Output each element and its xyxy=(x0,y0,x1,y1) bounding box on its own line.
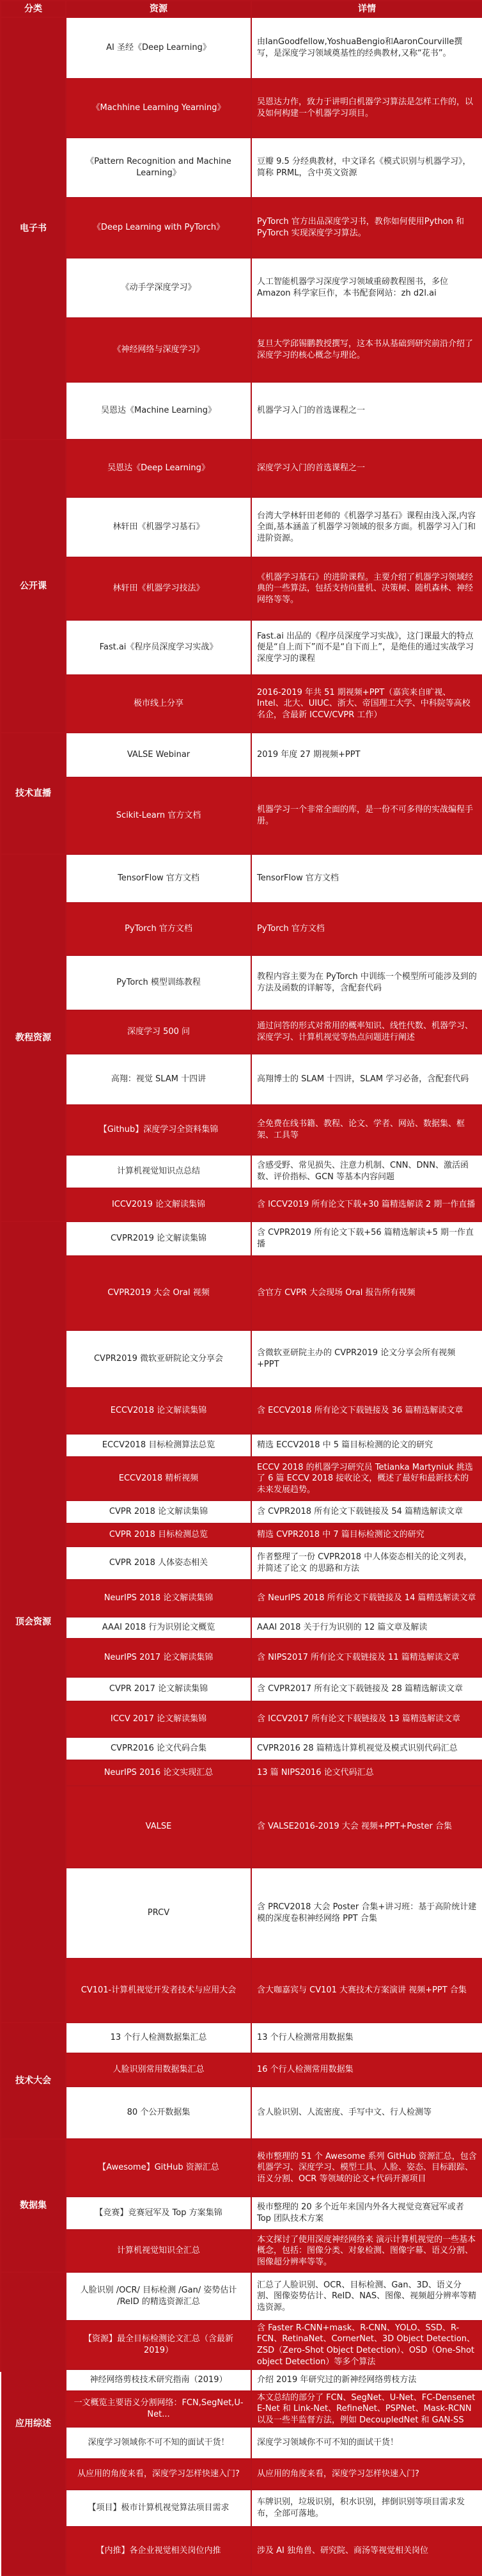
detail-cell: 汇总了人脸识别、OCR、目标检测、Gan、3D、语义分割、图像姿势估计、ReID、NAS、图像、视频超分辨率等精选资源。 xyxy=(252,2273,482,2321)
detail-cell: 含 CVPR2019 所有论文下载+56 篇精选解读+5 期一作直播 xyxy=(252,1222,482,1257)
detail-cell: 涉及 AI 独角兽、研究院、商汤等视觉相关岗位 xyxy=(252,2527,482,2576)
resource-cell[interactable]: 吴恩达《Deep Learning》 xyxy=(66,440,252,498)
detail-cell: 极市整理的 51 个 Awesome 系列 GitHub 资源汇总，包含机器学习、深度学习、模型工具、人脸、姿态、目标跟踪、语义分割、OCR 等领域的论文+代码开源项目 xyxy=(252,2140,482,2197)
resource-cell[interactable]: 计算机视觉知识全汇总 xyxy=(66,2230,252,2273)
detail-cell: TensorFlow 官方文档 xyxy=(252,855,482,903)
resource-cell[interactable]: 林轩田《机器学习技法》 xyxy=(66,558,252,621)
resource-cell[interactable]: 吴恩达《Machine Learning》 xyxy=(66,383,252,440)
resource-cell[interactable]: 《动手学深度学习》 xyxy=(66,258,252,319)
detail-cell: 含 PRCV2018 大会 Poster 合集+讲习班：基于高阶统计建模的深度卷积神经网络 PPT 合集 xyxy=(252,1868,482,1959)
resource-cell[interactable]: AAAI 2018 行为识别论文概览 xyxy=(66,1618,252,1639)
resource-cell[interactable]: 【竞赛】竞赛冠军及 Top 方案集锦 xyxy=(66,2197,252,2230)
resource-cell[interactable]: CVPR 2018 目标检测总览 xyxy=(66,1524,252,1547)
resource-cell[interactable]: 《Pattern Recognition and Machine Learning》 xyxy=(66,138,252,198)
resource-cell[interactable]: 林轩田《机器学习基石》 xyxy=(66,498,252,558)
resource-cell[interactable]: NeurIPS 2016 论文实现汇总 xyxy=(66,1761,252,1786)
detail-cell: 含 NeurIPS 2018 所有论文下载链接及 14 篇精选解读文章 xyxy=(252,1580,482,1618)
detail-cell: 含人脸识别、人流密度、手写中文、行人检测等 xyxy=(252,2087,482,2140)
detail-cell: 含大咖嘉宾与 CV101 大赛技术方案演讲 视频+PPT 合集 xyxy=(252,1959,482,2023)
header-resource: 资源 xyxy=(66,1,252,18)
header-detail: 详情 xyxy=(252,1,482,18)
resource-cell[interactable]: NeurIPS 2017 论文解读集锦 xyxy=(66,1639,252,1678)
detail-cell: 通过问答的形式对常用的概率知识、线性代数、机器学习、深度学习、计算机视觉等热点问题进行阐述 xyxy=(252,1011,482,1054)
detail-cell: 机器学习一个非常全面的库，是一份不可多得的实战编程手册。 xyxy=(252,778,482,855)
detail-cell: 含感受野、常见损失、注意力机制、CNN、DNN、激活函数、评价指标、GCN 等基本内容问题 xyxy=(252,1156,482,1189)
resource-cell[interactable]: 计算机视觉知识点总结 xyxy=(66,1156,252,1189)
detail-cell: 《机器学习基石》的进阶课程。主要介绍了机器学习领域经典的一些算法，包括支持向量机、决策树、随机森林、神经网络等等。 xyxy=(252,558,482,621)
resource-cell[interactable]: CVPR 2018 论文解读集锦 xyxy=(66,1501,252,1524)
detail-cell: 作者整理了一份 CVPR2018 中人体姿态相关的论文列表，并简述了论文 的思路和方法 xyxy=(252,1547,482,1580)
detail-cell: AAAI 2018 关于行为识别的 12 篇文章及解读 xyxy=(252,1618,482,1639)
resource-cell[interactable]: PRCV xyxy=(66,1868,252,1959)
detail-cell: 含 ICCV2019 所有论文下载+30 篇精选解读 2 期一作直播 xyxy=(252,1189,482,1222)
detail-cell: 含 ECCV2018 所有论文下载链接及 36 篇精选解读文章 xyxy=(252,1388,482,1435)
header-category: 分类 xyxy=(1,1,66,18)
resource-cell[interactable]: 《Machhine Learning Yearning》 xyxy=(66,79,252,138)
detail-cell: 精选 CVPR2018 中 7 篇目标检测论文的研究 xyxy=(252,1524,482,1547)
detail-cell: 高翔博士的 SLAM 十四讲，SLAM 学习必备，含配套代码 xyxy=(252,1054,482,1106)
detail-cell: 深度学习领域你不可不知的面试干货！ xyxy=(252,2428,482,2460)
resource-cell[interactable]: Scikit-Learn 官方文档 xyxy=(66,778,252,855)
detail-cell: 含 CVPR2018 所有论文下载链接及 54 篇精选解读文章 xyxy=(252,1501,482,1524)
detail-cell: 含 VALSE2016-2019 大会 视频+PPT+Poster 合集 xyxy=(252,1786,482,1868)
category-cell: 技术大会 xyxy=(1,2023,66,2140)
detail-cell: 本文总结的部分了 FCN、SegNet、U-Net、FC-Densenet E-Net 和 Link-Net、RefineNet、PSPNet、Mask-RCNN 以及一些半监督方法，例如 DecoupledNet 和 GAN-SS xyxy=(252,2392,482,2428)
resource-cell[interactable]: 神经网络剪枝技术研究指南（2019） xyxy=(66,2370,252,2392)
resource-cell[interactable]: VALSE Webinar xyxy=(66,733,252,778)
detail-cell: 教程内容主要为在 PyTorch 中训练一个模型所可能涉及到的方法及函数的详解等，含配套代码 xyxy=(252,956,482,1011)
resource-cell[interactable]: 【项目】极市计算机视觉算法项目需求 xyxy=(66,2490,252,2527)
detail-cell: ECCV 2018 的机器学习研究员 Tetianka Martyniuk 挑选了 6 篇 ECCV 2018 接收论文，概述了最好和最新技术的未来发展趋势。 xyxy=(252,1458,482,1501)
resource-cell[interactable]: 高翔：视觉 SLAM 十四讲 xyxy=(66,1054,252,1106)
detail-cell: 机器学习入门的首选课程之一 xyxy=(252,383,482,440)
detail-cell: 从应用的角度来看，深度学习怎样快速入门? xyxy=(252,2460,482,2490)
detail-cell: 全免费在线书籍、教程、论文、学者、网站、数据集、框架、工具等 xyxy=(252,1106,482,1156)
detail-cell: 精选 ECCV2018 中 5 篇目标检测的论文的研究 xyxy=(252,1435,482,1458)
detail-cell: 极市整理的 20 多个近年来国内外各大视觉竞赛冠军或者 Top 团队技术方案 xyxy=(252,2197,482,2230)
category-cell: 数据集 xyxy=(1,2140,66,2273)
detail-cell: 深度学习入门的首选课程之一 xyxy=(252,440,482,498)
resource-cell[interactable]: PyTorch 模型训练教程 xyxy=(66,956,252,1011)
resource-cell[interactable]: Fast.ai《程序员深度学习实战》 xyxy=(66,621,252,676)
detail-cell: CVPR2016 28 篇精选计算机视觉及模式识别代码汇总 xyxy=(252,1738,482,1761)
category-cell: 公开课 xyxy=(1,440,66,733)
resource-cell[interactable]: 80 个公开数据集 xyxy=(66,2087,252,2140)
resource-cell[interactable]: 一文概览主要语义分割网络：FCN,SegNet,U-Net... xyxy=(66,2392,252,2428)
resource-cell[interactable]: ECCV2018 目标检测算法总览 xyxy=(66,1435,252,1458)
detail-cell: 2019 年度 27 期视频+PPT xyxy=(252,733,482,778)
category-cell: 技术直播 xyxy=(1,733,66,855)
detail-cell: 车牌识别，垃圾识别，积水识别，摔倒识别等项目需求发布，全部可落地。 xyxy=(252,2490,482,2527)
detail-cell: 含官方 CVPR 大会现场 Oral 报告所有视频 xyxy=(252,1257,482,1331)
resource-cell[interactable]: CVPR 2018 人体姿态相关 xyxy=(66,1547,252,1580)
category-cell: 应用综述 xyxy=(1,2273,66,2576)
detail-cell: PyTorch 官方出品深度学习书，教你如何使用Python 和 PyTorch 实现深度学习算法。 xyxy=(252,198,482,258)
detail-cell: 13 篇 NIPS2016 论文代码汇总 xyxy=(252,1761,482,1786)
detail-cell: 由IanGoodfellow,YoshuaBengio和AaronCourville撰写，是深度学习领域奠基性的经典教材,又称“花书”。 xyxy=(252,18,482,79)
resource-cell[interactable]: CVPR2019 微软亚研院论文分享会 xyxy=(66,1331,252,1388)
resource-cell[interactable]: NeurIPS 2018 论文解读集锦 xyxy=(66,1580,252,1618)
resource-cell[interactable]: CVPR2016 论文代码合集 xyxy=(66,1738,252,1761)
detail-cell: 含 Faster R-CNN+mask、R-CNN、YOLO、SSD、R-FCN、RetinaNet、CornerNet、3D Object Detection、ZSD（Zero-Shot Object Detection）、OSD（One-Shot object Detection）等多个算法 xyxy=(252,2321,482,2370)
resource-cell[interactable]: 【Github】深度学习全资料集锦 xyxy=(66,1106,252,1156)
resource-cell[interactable]: 【内推】各企业视觉相关岗位内推 xyxy=(66,2527,252,2576)
resource-cell[interactable]: VALSE xyxy=(66,1786,252,1868)
resource-cell[interactable]: 《神经网络与深度学习》 xyxy=(66,319,252,383)
detail-cell: 豆瓣 9.5 分经典教材，中文译名《模式识别与机器学习》，简称 PRML，含中英文资源 xyxy=(252,138,482,198)
resource-cell[interactable]: 《Deep Learning with PyTorch》 xyxy=(66,198,252,258)
resource-cell[interactable]: 从应用的角度来看，深度学习怎样快速入门? xyxy=(66,2460,252,2490)
resource-cell[interactable]: CVPR2019 大会 Oral 视频 xyxy=(66,1257,252,1331)
resource-cell[interactable]: CV101-计算机视觉开发者技术与应用大会 xyxy=(66,1959,252,2023)
detail-cell: 含微软亚研院主办的 CVPR2019 论文分享会所有视频+PPT xyxy=(252,1331,482,1388)
detail-cell: 含 CVPR2017 所有论文下载链接及 28 篇精选解读文章 xyxy=(252,1678,482,1702)
resource-cell[interactable]: ECCV2018 精析视频 xyxy=(66,1458,252,1501)
resource-cell[interactable]: 【资源】最全目标检测论文汇总（含最新 2019） xyxy=(66,2321,252,2370)
resource-cell[interactable]: 人脸识别常用数据集汇总 xyxy=(66,2054,252,2087)
resource-cell[interactable]: 人脸识别 /OCR/ 目标检测 /Gan/ 姿势估计 /ReID 的精选资源汇总 xyxy=(66,2273,252,2321)
detail-cell: 台湾大学林轩田老师的《机器学习基石》课程由浅入深,内容全面,基本涵盖了机器学习领域的很多方面。机器学习入门和进阶资源。 xyxy=(252,498,482,558)
resource-cell[interactable]: PyTorch 官方文档 xyxy=(66,903,252,956)
detail-cell: 吴恩达力作，致力于讲明白机器学习算法是怎样工作的，以及如何构建一个机器学习项目。 xyxy=(252,79,482,138)
resource-cell[interactable]: ECCV2018 论文解读集锦 xyxy=(66,1388,252,1435)
detail-cell: 2016-2019 年共 51 期视频+PPT（嘉宾来自旷视、Intel、北大、UIUC、浙大、帝国理工大学、中科院等高校名企，含最新 ICCV/CVPR 工作） xyxy=(252,676,482,733)
detail-cell: 本文探讨了使用深度神经网络来 演示计算机视觉的一些基本概念，包括：图像分类、对象检测、图像字幕、语义分割、图像超分辨率等等。 xyxy=(252,2230,482,2273)
resource-cell[interactable]: TensorFlow 官方文档 xyxy=(66,855,252,903)
resource-cell[interactable]: CVPR2019 论文解读集锦 xyxy=(66,1222,252,1257)
resource-cell[interactable]: 深度学习领域你不可不知的面试干货！ xyxy=(66,2428,252,2460)
resource-cell[interactable]: CVPR 2017 论文解读集锦 xyxy=(66,1678,252,1702)
detail-cell: PyTorch 官方文档 xyxy=(252,903,482,956)
category-cell: 顶会资源 xyxy=(1,1222,66,2023)
detail-cell: 复旦大学邱锡鹏教授撰写，这本书从基础到研究前沿介绍了深度学习的核心概念与理论。 xyxy=(252,319,482,383)
resource-cell[interactable]: 【Awesome】GitHub 资源汇总 xyxy=(66,2140,252,2197)
detail-cell: 13 个行人检测常用数据集 xyxy=(252,2023,482,2054)
detail-cell: 人工智能机器学习深度学习领域重磅教程图书，多位 Amazon 科学家巨作，本书配套网站：zh d2l.ai xyxy=(252,258,482,319)
detail-cell: 含 NIPS2017 所有论文下载链接及 11 篇精选解读文章 xyxy=(252,1639,482,1678)
category-cell: 教程资源 xyxy=(1,855,66,1222)
resource-cell[interactable]: ICCV 2017 论文解读集锦 xyxy=(66,1702,252,1738)
resource-cell[interactable]: 13 个行人检测数据集汇总 xyxy=(66,2023,252,2054)
detail-cell: 含 ICCV2017 所有论文下载链接及 13 篇精选解读文章 xyxy=(252,1702,482,1738)
resource-cell[interactable]: AI 圣经《Deep Learning》 xyxy=(66,18,252,79)
category-cell: 电子书 xyxy=(1,18,66,440)
detail-cell: Fast.ai 出品的《程序员深度学习实战》，这门课最大的特点便是“自上而下”而不是“自下而上”，是绝佳的通过实战学习深度学习的课程 xyxy=(252,621,482,676)
resource-cell[interactable]: 深度学习 500 问 xyxy=(66,1011,252,1054)
resource-cell[interactable]: ICCV2019 论文解读集锦 xyxy=(66,1189,252,1222)
detail-cell: 介绍 2019 年研究过的新神经网络剪枝方法 xyxy=(252,2370,482,2392)
detail-cell: 16 个行人检测常用数据集 xyxy=(252,2054,482,2087)
resource-cell[interactable]: 极市线上分享 xyxy=(66,676,252,733)
